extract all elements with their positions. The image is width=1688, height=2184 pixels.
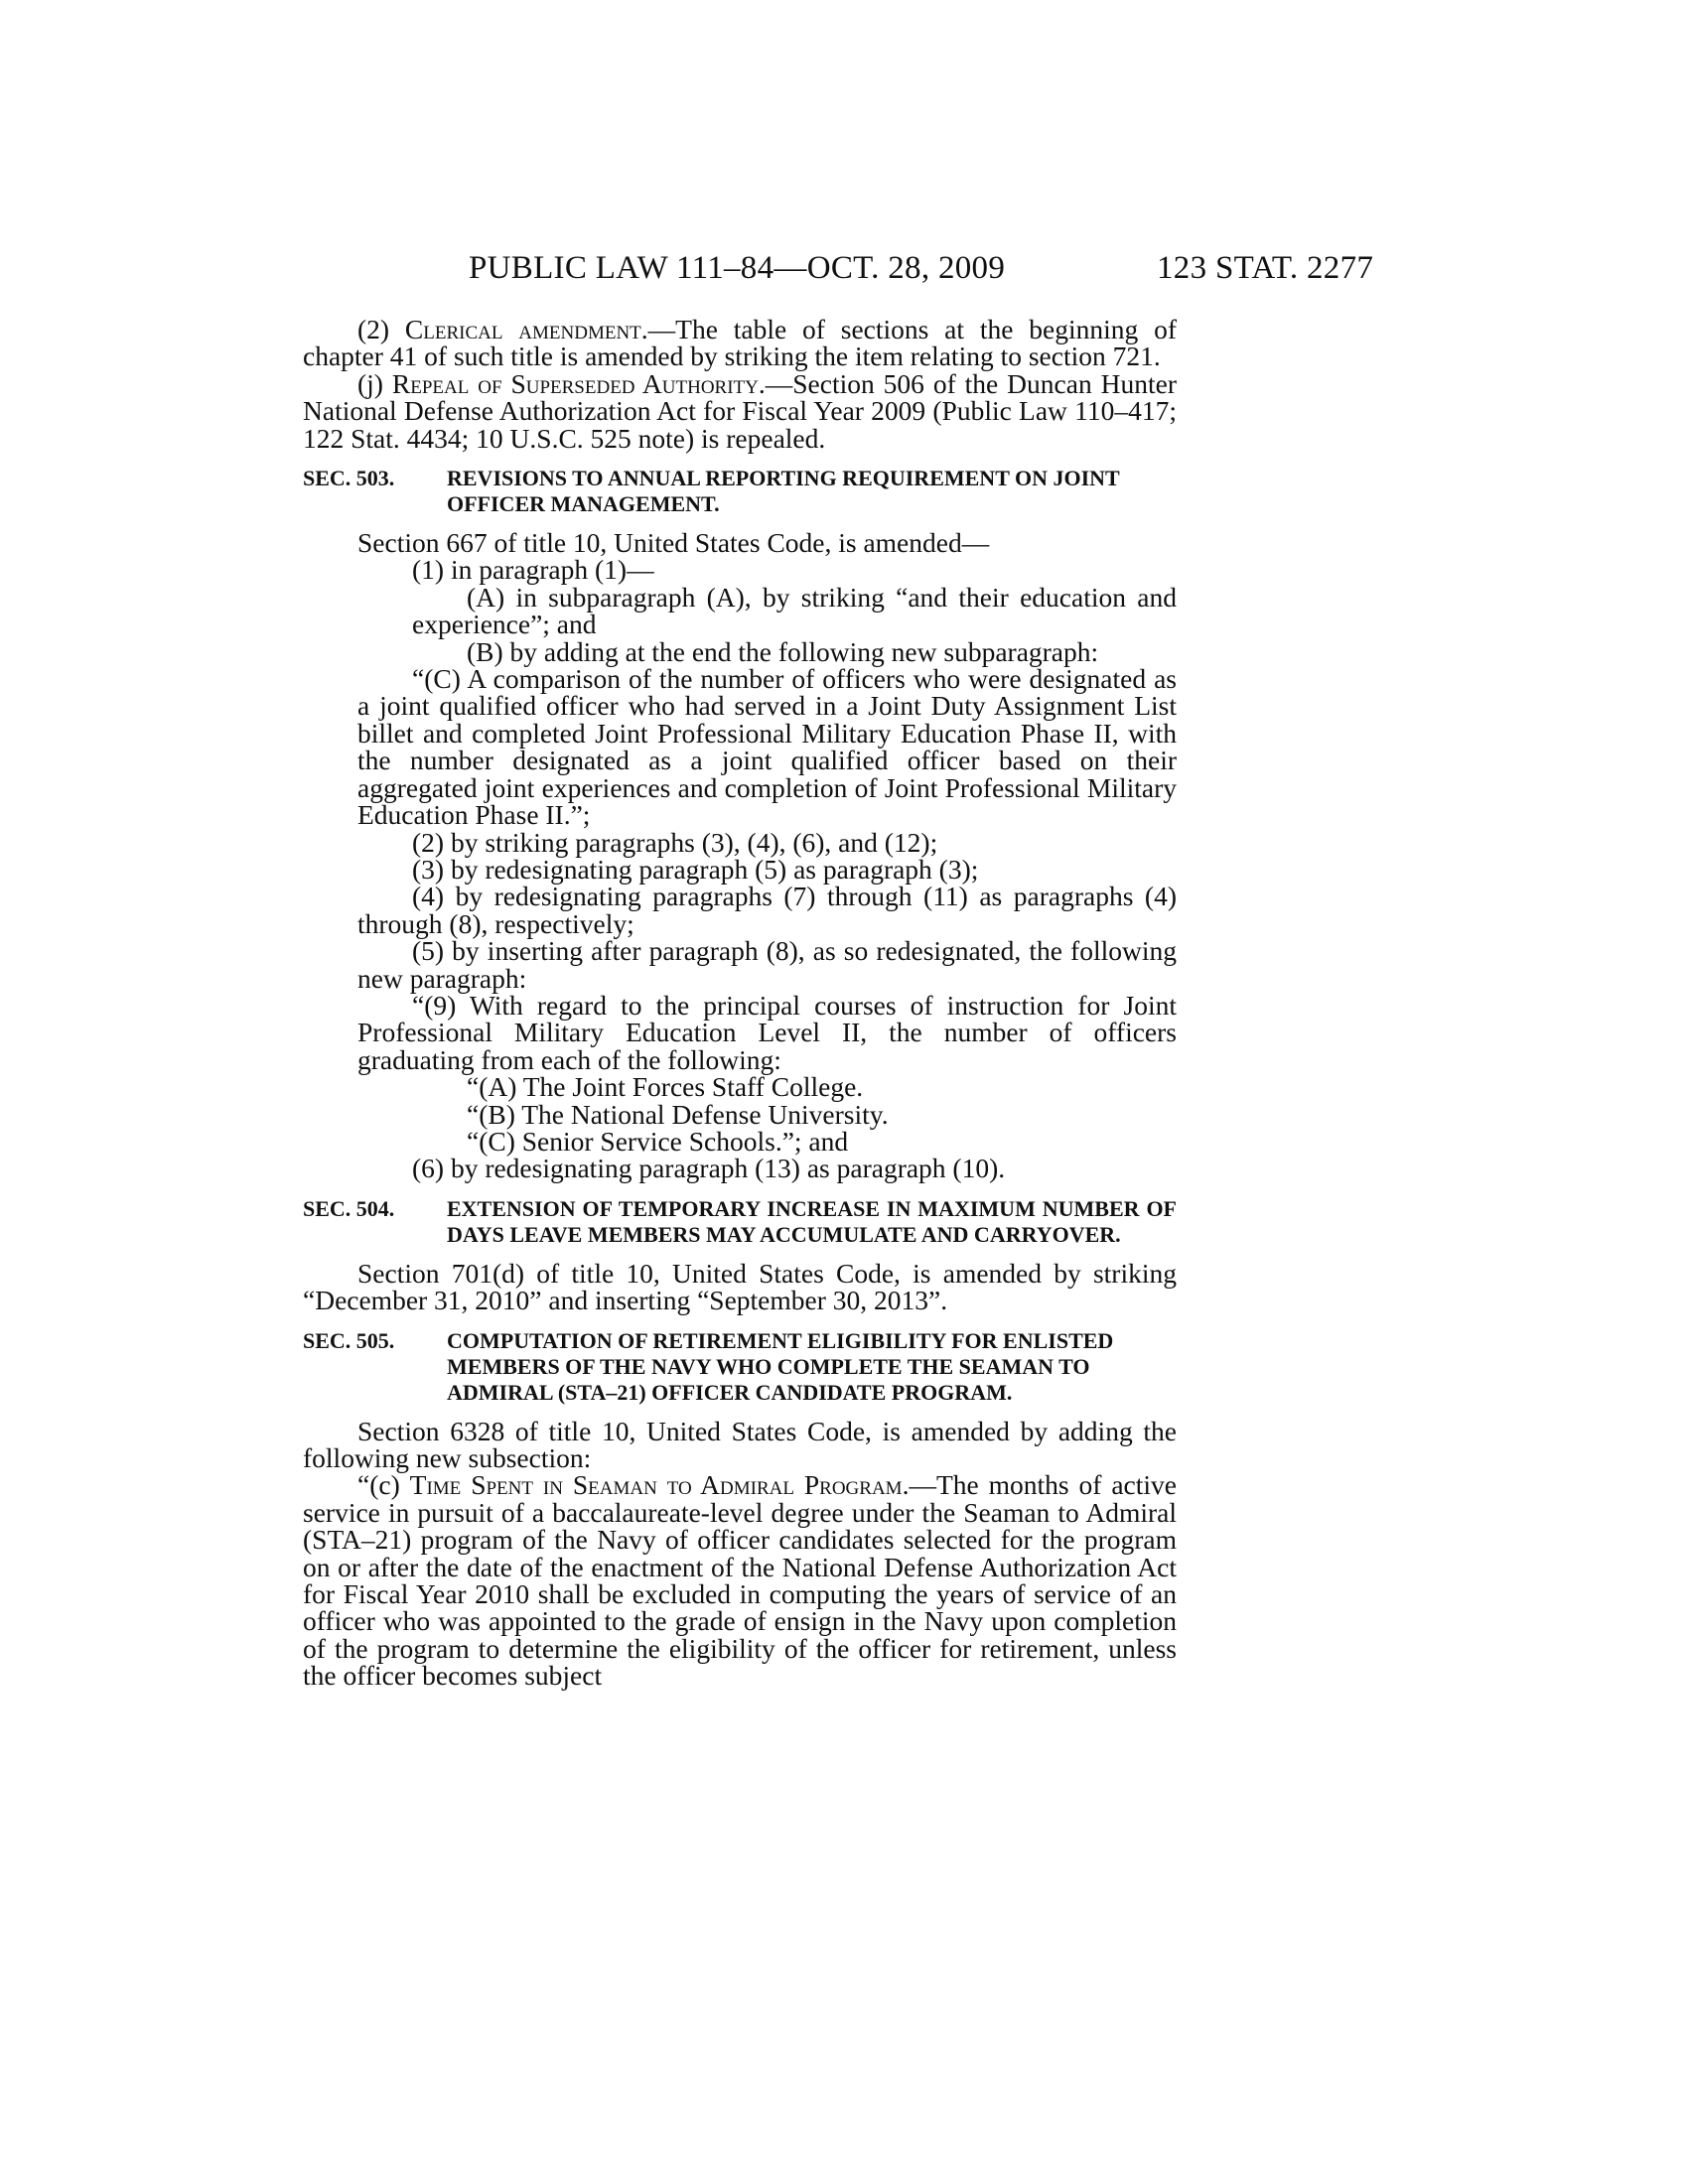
document-body: [303, 316, 1177, 1690]
section-505-subsection-c: “(c) Time Spent in Seaman to Admiral Program.—The months of active service in pursuit of a baccalaureate-level degree under the Seaman to Admiral (STA–21) program of the Navy of officer candidates selected for the program on or after the date of the enactment of the National Defense Authorization Act for Fiscal Year 2010 shall be excluded in computing the years of service of an officer who was appointed to the grade of ensign in the Navy upon completion of the program to determine the eligibility of the officer for retirement, unless the officer becomes subject: [303, 1469, 1177, 1692]
section-503-para-9B: “(B) The National Defense University.: [467, 1098, 889, 1130]
paragraph-heading: Repeal of Superseded Authority: [391, 367, 759, 399]
section-503-para-4: (4) by redesignating paragraphs (7) through (11) as paragraphs (4) through (8), respectively;: [357, 881, 1177, 939]
section-503-para-9C: “(C) Senior Service Schools.”; and: [467, 1125, 849, 1157]
paragraph-heading: Clerical amendment: [404, 314, 641, 344]
running-header-title: PUBLIC LAW 111–84—OCT. 28, 2009: [469, 250, 1006, 286]
section-503-para-1B: (B) by adding at the end the following new subparagraph:: [467, 635, 1099, 667]
section-503-para-6: (6) by redesignating paragraph (13) as paragraph (10).: [412, 1153, 1006, 1184]
section-503-para-5: (5) by inserting after paragraph (8), as so redesignated, the following new paragraph:: [357, 935, 1177, 994]
section-503-para-9A: “(A) The Joint Forces Staff College.: [467, 1071, 864, 1103]
section-505-intro: Section 6328 of title 10, United States Code, is amended by adding the following new subsection:: [303, 1415, 1177, 1473]
paragraph-heading: Time Spent in Seaman to Admiral Program: [409, 1469, 903, 1501]
running-header-stat: 123 STAT. 2277: [1157, 250, 1374, 286]
section-503-para-2: (2) by striking paragraphs (3), (4), (6), and (12);: [412, 826, 938, 858]
section-503-para-9: “(9) With regard to the principal courses of instruction for Joint Professional Military Education Level II, the number of officers graduating from each of the following:: [357, 989, 1177, 1075]
section-503-para-3: (3) by redesignating paragraph (5) as paragraph (3);: [412, 853, 979, 885]
paragraph-repeal: (j) Repeal of Superseded Authority.—Section 506 of the Duncan Hunter National Defense Authorization Act for Fiscal Year 2009 (Public Law 110–417; 122 Stat. 4434; 10 U.S.C. 525 note) is repealed.: [303, 367, 1177, 454]
section-503-intro: Section 667 of title 10, United States Code, is amended—: [357, 527, 990, 559]
section-heading-503: SEC. 503. REVISIONS TO ANNUAL REPORTING REQUIREMENT ON JOINT OFFICER MANAGEMENT.: [303, 466, 1120, 517]
section-heading-504: SEC. 504. EXTENSION OF TEMPORARY INCREASE IN MAXIMUM NUMBER OF DAYS LEAVE MEMBERS MAY ACCUMULATE AND CARRYOVER.: [303, 1195, 1177, 1247]
section-503-para-1A: (A) in subparagraph (A), by striking “and their education and experience”; and: [412, 581, 1177, 640]
paragraph-clerical-amendment: (2) Clerical amendment.—The table of sections at the beginning of chapter 41 of such title is amended by striking the item relating to section 721.: [303, 314, 1177, 372]
section-503-para-1C: “(C) A comparison of the number of officers who were designated as a joint qualified officer who had served in a Joint Duty Assignment List billet and completed Joint Professional Military Education Phase II, with the number designated as a joint qualified officer based on their aggregated joint experiences and completion of Joint Professional Military Education Phase II.”;: [357, 663, 1177, 831]
section-504-text: Section 701(d) of title 10, United States Code, is amended by striking “December 31, 2010” and inserting “September 30, 2013”.: [303, 1257, 1177, 1316]
section-heading-505: SEC. 505. COMPUTATION OF RETIREMENT ELIGIBILITY FOR ENLISTED MEMBERS OF THE NAVY WHO COMPLETE THE SEAMAN TO ADMIRAL (STA–21) OFFICER CANDIDATE PROGRAM.: [303, 1327, 1114, 1405]
section-503-para-1: (1) in paragraph (1)—: [412, 554, 654, 586]
